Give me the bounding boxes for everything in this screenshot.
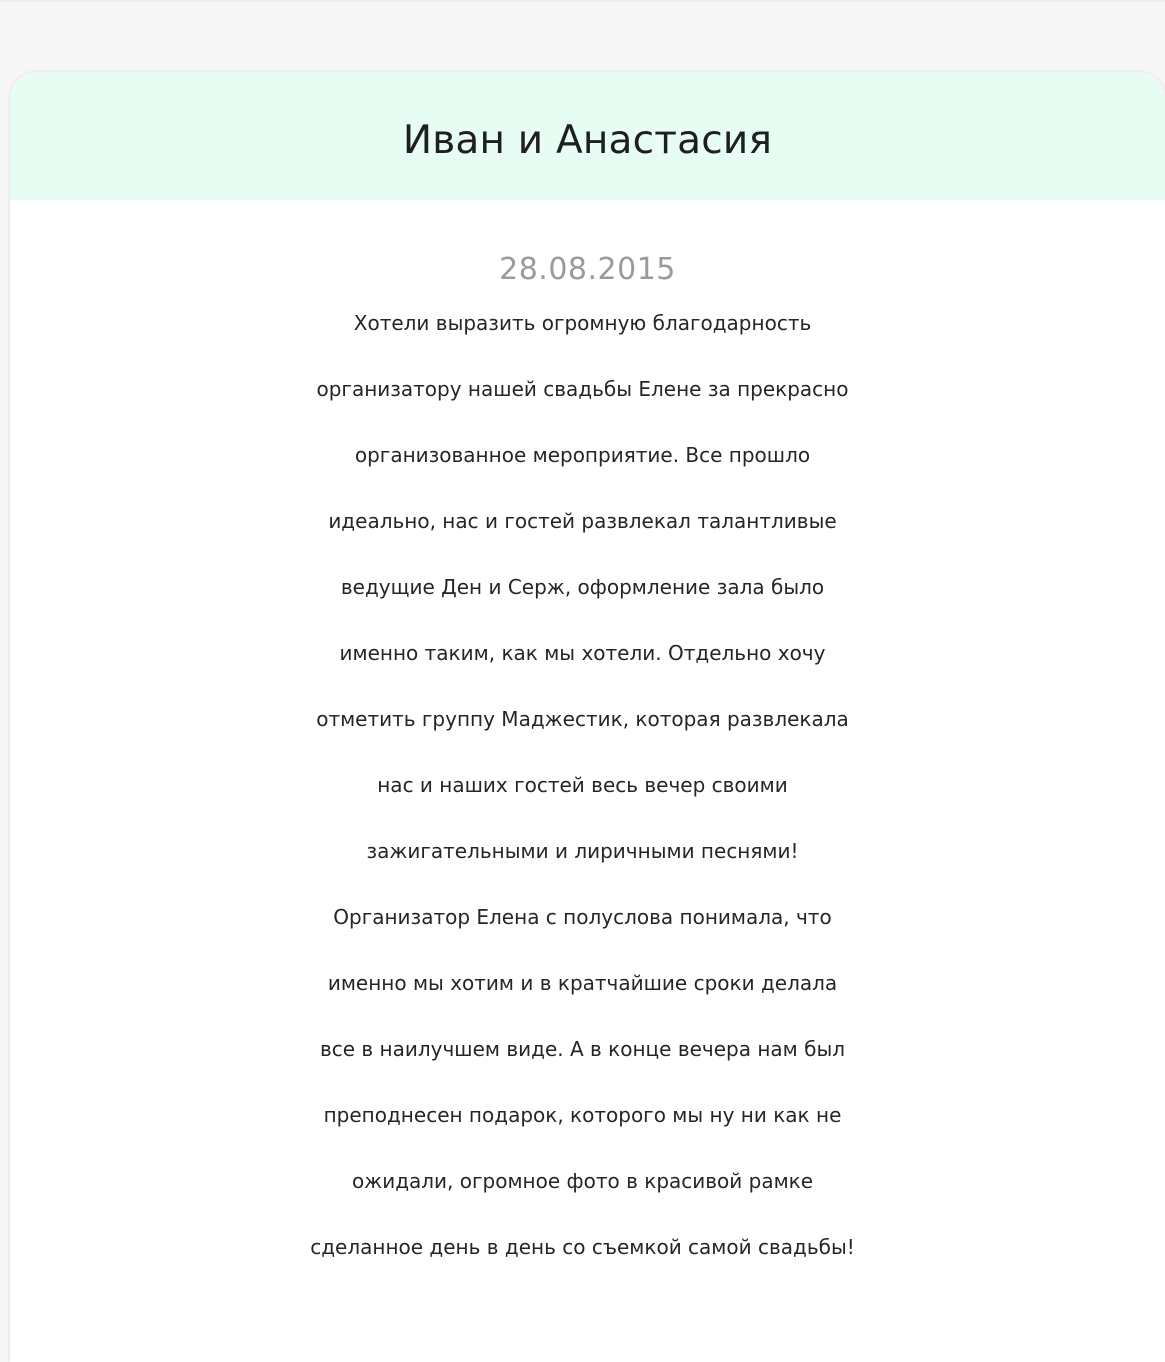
- review-text-line: организатору нашей свадьбы Елене за прекрасно: [316, 377, 849, 401]
- review-date: 28.08.2015: [499, 252, 676, 287]
- review-text-line: все в наилучшем виде. А в конце вечера нам был: [319, 1037, 846, 1061]
- review-text-line: Хотели выразить огромную благодарность: [353, 311, 812, 335]
- review-text-line: зажигательными и лиричными песнями!: [366, 839, 799, 863]
- review-text-line: преподнесен подарок, которого мы ну ни как не: [323, 1103, 842, 1127]
- review-text-line: ведущие Ден и Серж, оформление зала было: [340, 575, 825, 599]
- review-text-line: ожидали, огромное фото в красивой рамке: [351, 1169, 814, 1193]
- review-text-line: именно таким, как мы хотели. Отдельно хочу: [339, 641, 826, 665]
- review-card-header: [10, 72, 1165, 200]
- review-text-line: отметить группу Маджестик, которая развлекала: [316, 707, 849, 731]
- review-text-line: идеально, нас и гостей развлекал талантливые: [328, 509, 837, 533]
- review-text-line: именно мы хотим и в кратчайшие сроки делала: [327, 971, 838, 995]
- top-divider: [0, 0, 1165, 2]
- review-text-line: нас и наших гостей весь вечер своими: [377, 773, 788, 797]
- review-text-line: Организатор Елена с полуслова понимала, что: [333, 905, 832, 929]
- review-text: [10, 290, 1165, 1280]
- review-text-line: сделанное день в день со съемкой самой свадьбы!: [310, 1235, 855, 1259]
- review-text-line: организованное мероприятие. Все прошло: [354, 443, 811, 467]
- review-card-body: [10, 200, 1165, 1280]
- reviewer-name: Иван и Анастасия: [402, 117, 773, 163]
- review-card: [10, 72, 1165, 1362]
